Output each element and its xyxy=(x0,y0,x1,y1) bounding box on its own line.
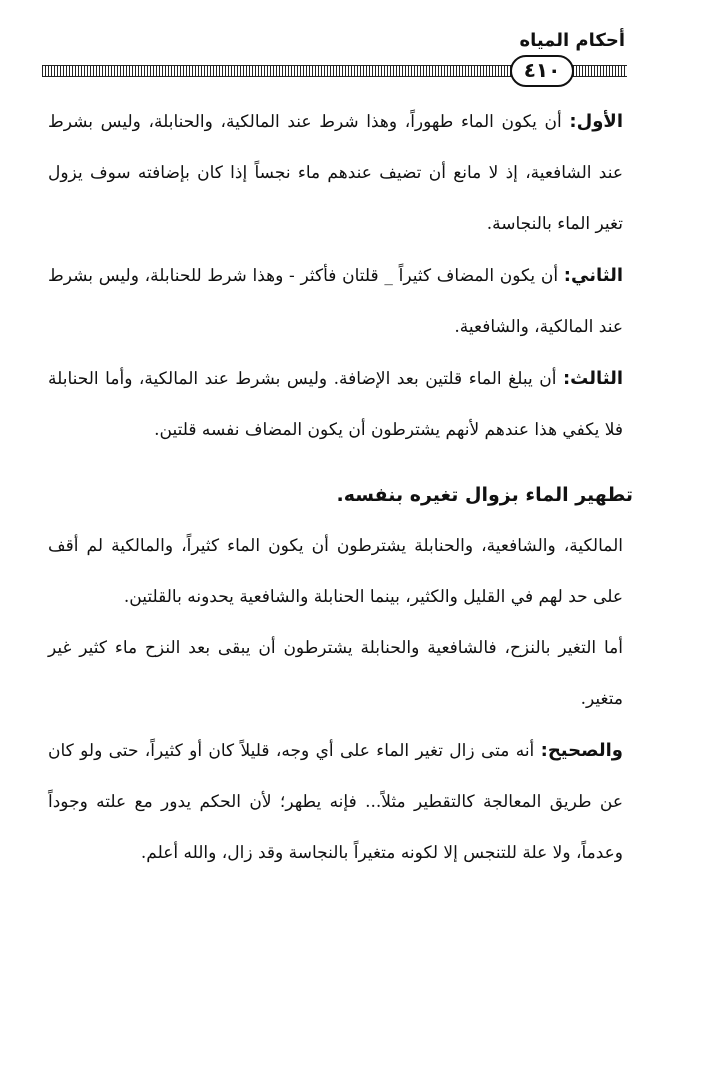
conclusion-paragraph xyxy=(48,725,623,879)
term-third: الثالث: xyxy=(562,368,623,389)
running-title: أحكام المياه xyxy=(519,30,625,51)
section-paragraph: المالكية، والشافعية، والحنابلة يشترطون أن يكون الماء كثيراً، والمالكية لم أقف على حد لهم في القليل والكثير، بينما الحنابلة والشافعية يحدونه بالقلتين. xyxy=(48,536,623,607)
paragraph-second-condition xyxy=(48,250,623,353)
page-number: ٤١٠ xyxy=(510,55,574,87)
section-paragraph: أما التغير بالنزح، فالشافعية والحنابلة يشترطون أن يبقى بعد النزح ماء كثير غير متغير. xyxy=(48,638,623,709)
section-gap xyxy=(48,456,623,470)
section-heading: تطهير الماء بزوال تغيره بنفسه. xyxy=(336,484,633,506)
conclusion-text: أنه متى زال تغير الماء على أي وجه، قليلاً كان أو كثيراً، حتى ولو كان عن طريق المعالجة كالتقطير مثلاً... فإنه يطهر؛ لأن الحكم يدور مع علته وجوداً وعدماً، ولا علة للتنجس إلا لكونه متغيراً بالنجاسة وقد زال، والله أعلم. xyxy=(48,741,623,863)
term-second: الثاني: xyxy=(563,265,623,286)
page-body xyxy=(48,96,633,879)
term-correct-view: والصحيح: xyxy=(540,740,623,761)
paragraph-third-text: أن يبلغ الماء قلتين بعد الإضافة. وليس بشرط عند المالكية، وأما الحنابلة فلا يكفي هذا عندهم لأنهم يشترطون أن يكون المضاف نفسه قلتين. xyxy=(48,369,623,440)
paragraph-second-text: أن يكون المضاف كثيراً _ قلتان فأكثر - وهذا شرط للحنابلة، وليس بشرط عند المالكية، والشافعية. xyxy=(48,266,623,337)
paragraph-first-condition xyxy=(48,96,623,250)
term-first: الأول: xyxy=(569,111,623,132)
paragraph-first-text: أن يكون الماء طهوراً، وهذا شرط عند المالكية، والحنابلة، وليس بشرط عند الشافعية، إذ لا مانع أن تضيف عندهم ماء نجساً إذا كان بإضافته سوف يزول تغير الماء بالنجاسة. xyxy=(48,112,623,234)
paragraph-third-condition xyxy=(48,353,623,456)
